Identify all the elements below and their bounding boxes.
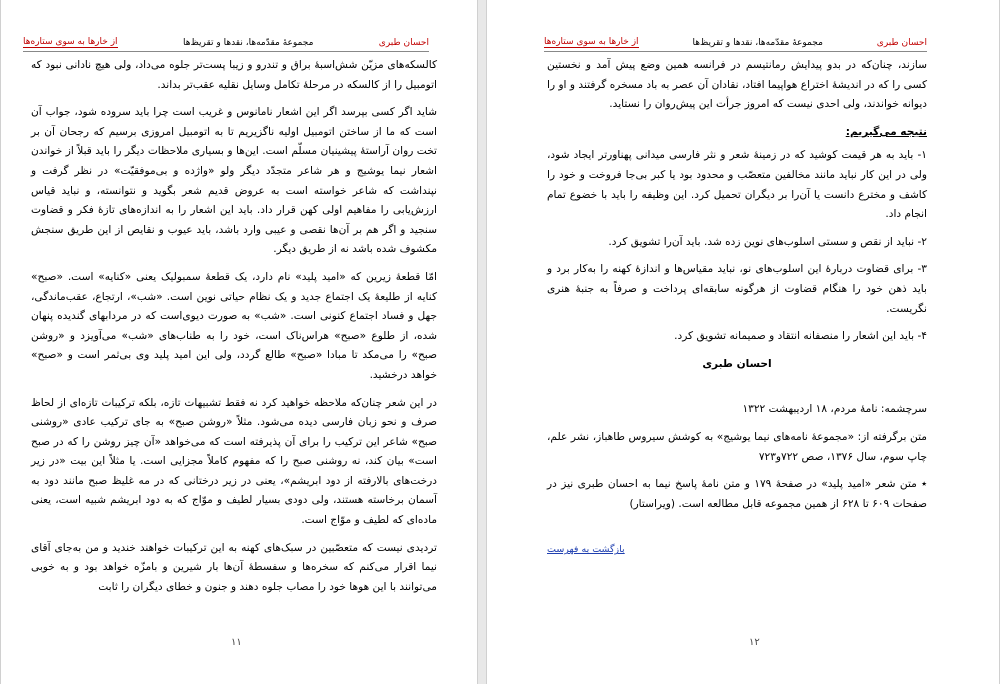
conclusion-item: ۳- برای قضاوت دربارهٔ این اسلوب‌های نو، نباید مقیاس‌ها و اندازهٔ کهنه را به‌کار برد و باید ذهن خود را هنگام قضاوت از هرگونه سابقه‌ای پرداخت و صرفاً به جنبهٔ هنری نگریست. bbox=[547, 263, 927, 315]
page-body bbox=[547, 56, 927, 560]
paragraph: در این شعر چنان‌که ملاحظه خواهید کرد نه فقط تشبیهات تازه، بلکه ترکیبات تازه‌ای از لحاظ صرف و نحو زبان فارسی دیده می‌شود. مثلاً «روشن صبح» به جای ترکیب عادی «روشنی صبح» شاعر این ترکیب را برای آن پذیرفته است که می‌خواهد «آن چیز روشن را که در صبح است» بیان کند، نه روشنی صبح را که مفهوم کاملاً مجزایی است. یا مثلاً این بیت «در زیر درخت‌های بالارفته از دود ابریشم»، یعنی در زیر درختانی که در مه غلیظ صبح مانند دود به آسمان برخاسته هستند، ولی دودی بسیار لطیف و موّاج که به دود ابریشم شبیه است، یعنی ماده‌ای که لطیف و موّاج است. bbox=[31, 396, 437, 527]
page-gutter bbox=[478, 0, 486, 684]
conclusion-item: ۲- نباید از نقص و سستی اسلوب‌های نوین زده شد. باید آن‌را تشویق کرد. bbox=[608, 235, 927, 248]
header-book-title: از خارها به سوی ستاره‌ها bbox=[23, 37, 118, 47]
header-book-title: از خارها به سوی ستاره‌ها bbox=[544, 37, 639, 47]
right-page bbox=[486, 0, 1000, 684]
conclusion-heading: نتیجه می‌گیریم: bbox=[845, 125, 927, 138]
conclusion-item: ۴- باید این اشعار را منصفانه انتقاد و صمیمانه تشویق کرد. bbox=[674, 330, 927, 343]
header-author: احسان طبری bbox=[876, 38, 927, 48]
signature: احسان طبری bbox=[702, 357, 772, 370]
page-header bbox=[544, 34, 927, 52]
page-number: ۱۲ bbox=[749, 637, 760, 648]
header-series: مجموعهٔ مقدّمه‌ها، نقدها و تقریظ‌ها bbox=[182, 38, 314, 48]
paragraph: امّا قطعهٔ زیرین که «امید پلید» نام دارد، یک قطعهٔ سمبولیک یعنی «کنایه» است. «صبح» کنایه از طلیعهٔ یک اجتماع جدید و یک نظام حیاتی نوین است. «شب»، ارتجاع، عقب‌ماندگی، جهل و فساد اجتماع کنونی است. «شب» به صورت دیوی‌است که در مردابهای گندیده پنهان شده، از طلوع «صبح» هراس‌ناک است، خود را به طناب‌های «شب» می‌آویزد و «روشن صبح» را می‌مکد تا مبادا «صبح» طالع گردد، ولی این امید پلید وی بی‌ثمر است و «صبح» خواهد درخشید. bbox=[31, 270, 437, 381]
paragraph: سازند، چنان‌که در بدو پیدایش رمانتیسم در فرانسه همین وضع پیش آمد و نخستین کسی را که در اندیشهٔ اختراع هواپیما افتاد، نقادان آن عصر به باد مسخره گرفتند و او را دیوانه خواندند، ولی احدی نیست که امروز جرأت این پیش‌روان را نستاید. bbox=[547, 59, 927, 111]
paragraph: کالسکه‌های مزیّن شش‌اسبهٔ براق و تندرو و زیبا پست‌تر جلوه می‌داد، ولی هیچ نادانی نبود که اتومبیل را از کالسکه در مرحلهٔ تکامل وسایل نقلیه عقب‌تر بداند. bbox=[31, 59, 437, 91]
reference-line: متن برگرفته از: «مجموعهٔ نامه‌های نیما یوشیج» به کوشش سیروس طاهباز، نشر علم، چاپ سوم، سال ۱۳۷۶، صص ۷۲۲و۷۲۳ bbox=[547, 430, 927, 463]
paragraph: شاید اگر کسی بپرسد اگر این اشعار نامانوس و غریب است چرا باید سروده شود، جواب آن است که ما از ساختن اتومبیل اولیه ناگزیریم تا به اتومبیل امروزی برسیم که رجحان آن بر تخت روان آراستهٔ پیشینیان مسلّم است. این‌ها و بسیاری ملاحظات دیگر را باید قبلاً از خواندن اشعار نیما یوشیج و هر شاعر متجدّد دیگر ولو «واژده و بی‌موفقیّت» در نظر گرفت و نپنداشت که شاعر خواسته است به عروض قدیم شعر بگوید و نتوانسته، و نباید قیاس ارزش‌یابی را مفاهیم اولی کهن قرار داد. باید این اشعار را به اندازه‌های تازهٔ فکر و قضاوت سنجید و اگر هم بر آن‌ها نقصی و عیبی وارد باشد، باید عیوب و نقایص از این طریق سنجش مکشوف شده باشد نه از طریق دیگر. bbox=[31, 106, 437, 256]
page-number: ۱۱ bbox=[231, 637, 242, 648]
conclusion-item: ۱- باید به هر قیمت کوشید که در زمینهٔ شعر و نثر فارسی میدانی پهناورتر ایجاد شود، ولی در این کار نباید مانند مخالفین متعصّب و محدود بود یا کبر بی‌جا فروخت و خود را کاشف و مخترع دانست یا آن‌را بر دیگران تحمیل کرد. این وظیفه را باید با خضوع تمام انجام داد. bbox=[547, 149, 927, 221]
page-body bbox=[31, 56, 437, 605]
header-author: احسان طبری bbox=[378, 38, 429, 48]
page-header bbox=[23, 34, 429, 52]
editor-note: ٭ متن شعر «امید پلید» در صفحهٔ ۱۷۹ و متن نامهٔ پاسخ نیما به احسان طبری نیز در صفحات ۶۰۹ تا ۶۲۸ از همین مجموعه قابل مطالعه است. (ویراستار) bbox=[547, 478, 927, 510]
left-page bbox=[0, 0, 478, 684]
header-series: مجموعهٔ مقدّمه‌ها، نقدها و تقریظ‌ها bbox=[692, 38, 823, 48]
paragraph: تردیدی نیست که متعصّبین در سبک‌های کهنه به این ترکیبات خواهند خندید و من به‌جای آقای نیما اقرار می‌کنم که سخره‌ها و سفسطهٔ آن‌ها بار شیرین و بامزّه خواهد بود و به خوبی می‌توانند با این هوها خود را مصاب جلوه دهند و جنون و خطای دیگران را ثابت bbox=[31, 541, 437, 593]
back-to-index-link[interactable]: بازگشت به فهرست bbox=[547, 544, 625, 556]
source-line: سرچشمه: نامهٔ مردم، ۱۸ اردیبهشت ۱۳۲۲ bbox=[742, 403, 927, 416]
